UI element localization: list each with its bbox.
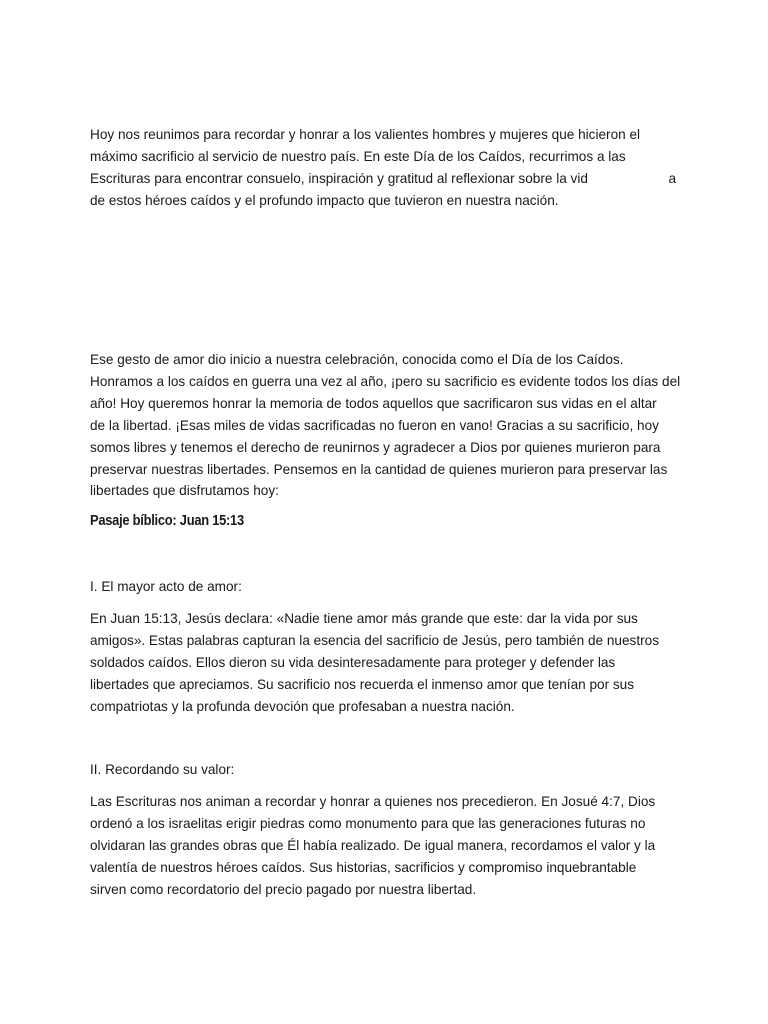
section1-line: amigos». Estas palabras capturan la esencia del sacrificio de Jesús, pero también de nuestros [90, 632, 659, 648]
section1-line: compatriotas y la profunda devoción que profesaban a nuestra nación. [90, 698, 515, 714]
section2-line: valentía de nuestros héroes caídos. Sus historias, sacrificios y compromiso inquebrantable [90, 859, 637, 875]
section1-heading: I. El mayor acto de amor: [90, 579, 242, 594]
intro-line-left: Escrituras para encontrar consuelo, inspiración y gratitud al reflexionar sobre la vid [90, 170, 588, 186]
intro-line: Hoy nos reunimos para recordar y honrar a los valientes hombres y mujeres que hicieron el [90, 127, 641, 142]
intro-line-split [90, 168, 676, 190]
celebration-line: preservar nuestras libertades. Pensemos en la cantidad de quienes murieron para preservar las [90, 461, 668, 477]
celebration-line: Honramos a los caídos en guerra una vez al año, ¡pero su sacrificio es evidente todos los días del [90, 373, 681, 389]
section2-line: sirven como recordatorio del precio pagado por nuestra libertad. [90, 881, 477, 897]
celebration-line: año! Hoy queremos honrar la memoria de todos aquellos que sacrificaron sus vidas en el altar [90, 395, 657, 411]
intro-line: de estos héroes caídos y el profundo impacto que tuvieron en nuestra nación. [90, 192, 559, 208]
intro-paragraph [90, 124, 680, 212]
section1-line: libertades que apreciamos. Su sacrificio nos recuerda el inmenso amor que tenían por sus [90, 676, 635, 692]
intro-line-right: a [668, 170, 676, 186]
section1-paragraph [90, 608, 680, 718]
section2-line: ordenó a los israelitas erigir piedras como monumento para que las generaciones futuras no [90, 815, 646, 831]
section1-line: soldados caídos. Ellos dieron su vida desinteresadamente para proteger y defender las [90, 654, 616, 670]
passage-heading: Pasaje bíblico: Juan 15:13 [90, 512, 244, 529]
celebration-line: somos libres y tenemos el derecho de reunirnos y agradecer a Dios por quienes murieron para [90, 439, 661, 455]
intro-line: máximo sacrificio al servicio de nuestro país. En este Día de los Caídos, recurrimos a las [90, 148, 626, 164]
section2-line: olvidaran las grandes obras que Él había realizado. De igual manera, recordamos el valor y la [90, 837, 656, 853]
celebration-paragraph [90, 349, 680, 502]
section2-paragraph [90, 791, 680, 901]
celebration-line: de la libertad. ¡Esas miles de vidas sacrificadas no fueron en vano! Gracias a su sacrificio, hoy [90, 417, 659, 433]
celebration-line: libertades que disfrutamos hoy: [90, 483, 279, 499]
celebration-line: Ese gesto de amor dio inicio a nuestra celebración, conocida como el Día de los Caídos. [90, 352, 624, 367]
section2-heading: II. Recordando su valor: [90, 762, 235, 777]
section1-line: En Juan 15:13, Jesús declara: «Nadie tiene amor más grande que este: dar la vida por sus [90, 611, 638, 626]
section2-line: Las Escrituras nos animan a recordar y honrar a quienes nos precedieron. En Josué 4:7, Dios [90, 794, 656, 809]
